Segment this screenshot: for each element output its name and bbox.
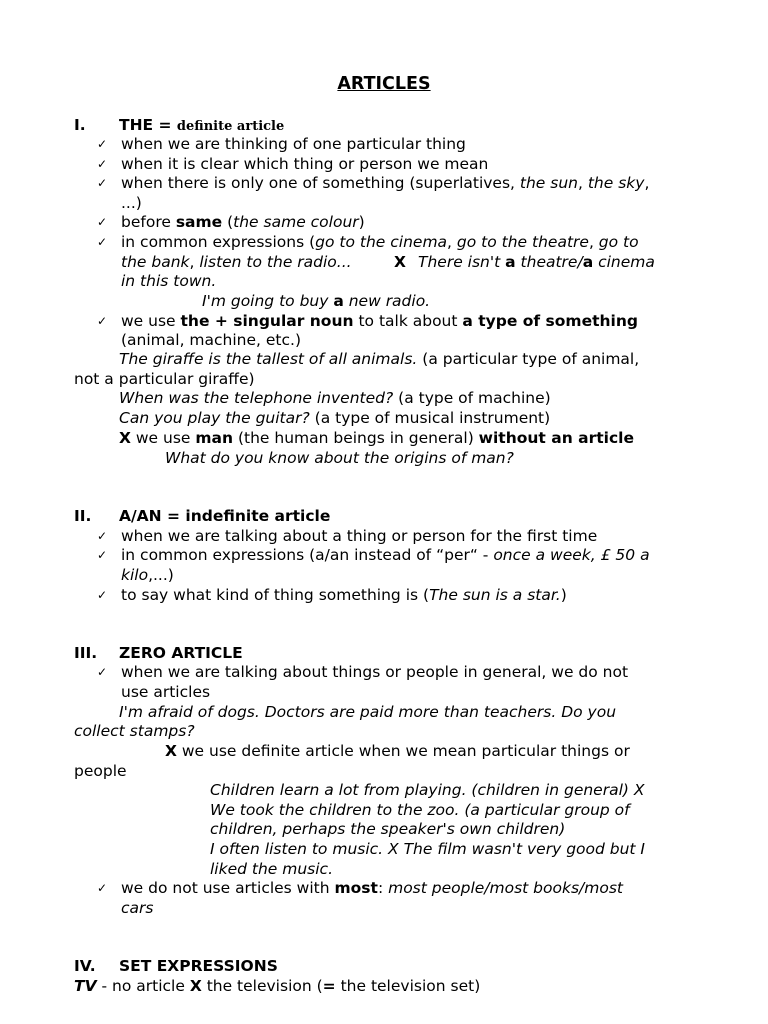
- particular-things-rule-cont: people: [74, 762, 127, 780]
- check-icon: ✓: [97, 235, 108, 249]
- example-dogs-cont: collect stamps?: [74, 722, 195, 740]
- section-2-bullet-2: in common expressions (a/an instead of “per“ - once a week, £ 50 a: [121, 546, 650, 564]
- check-icon: ✓: [97, 881, 108, 895]
- section-4-line-1: TV - no article X the television (= the television set): [74, 977, 481, 995]
- example-man: What do you know about the origins of man?: [165, 449, 514, 467]
- section-1-number: I.: [74, 116, 86, 134]
- section-3-heading: ZERO ARTICLE: [119, 644, 243, 662]
- example-music-cont: liked the music.: [210, 860, 334, 878]
- check-icon: ✓: [97, 157, 108, 171]
- particular-things-rule: X we use definite article when we mean particular things or: [165, 742, 630, 760]
- example-dogs: I'm afraid of dogs. Doctors are paid more than teachers. Do you: [119, 703, 617, 721]
- section-1-bullet-3-cont: ...): [121, 194, 142, 212]
- section-1-heading: THE = definite article: [119, 116, 285, 134]
- check-icon: ✓: [97, 176, 108, 190]
- section-2-number: II.: [74, 507, 92, 525]
- check-icon: ✓: [97, 314, 108, 328]
- section-1-bullet-2: when it is clear which thing or person we mean: [121, 155, 489, 173]
- section-4-number: IV.: [74, 957, 96, 975]
- example-giraffe: The giraffe is the tallest of all animals. (a particular type of animal,: [119, 350, 640, 368]
- section-3-bullet-1-cont: use articles: [121, 683, 211, 701]
- section-1-bullet-5-example: I'm going to buy a new radio.: [202, 292, 431, 310]
- check-icon: ✓: [97, 137, 108, 151]
- section-3-number: III.: [74, 644, 98, 662]
- example-zoo-cont: children, perhaps the speaker's own children): [210, 820, 566, 838]
- example-telephone: When was the telephone invented? (a type of machine): [119, 389, 551, 407]
- example-guitar: Can you play the guitar? (a type of musical instrument): [119, 409, 551, 427]
- section-3-bullet-1: when we are talking about things or people in general, we do not: [121, 663, 629, 681]
- example-children-general: Children learn a lot from playing. (children in general) X: [210, 781, 645, 799]
- section-1-bullet-6-cont: (animal, machine, etc.): [121, 331, 302, 349]
- section-1-bullet-4: before same (the same colour): [121, 213, 365, 231]
- document-title: ARTICLES: [337, 74, 431, 94]
- section-2-bullet-3: to say what kind of thing something is (The sun is a star.): [121, 586, 567, 604]
- section-1-bullet-5: in common expressions (go to the cinema, go to the theatre, go to: [121, 233, 639, 251]
- section-1-bullet-3: when there is only one of something (superlatives, the sun, the sky,: [121, 174, 650, 192]
- check-icon: ✓: [97, 665, 108, 679]
- section-2-bullet-2-cont: kilo,...): [121, 566, 174, 584]
- example-music: I often listen to music. X The film wasn't very good but I: [210, 840, 645, 858]
- section-1-bullet-5-cont-2: in this town.: [121, 272, 217, 290]
- example-zoo: We took the children to the zoo. (a particular group of: [210, 801, 630, 819]
- section-1-bullet-5-cont: the bank, listen to the radio...: [121, 253, 352, 271]
- check-icon: ✓: [97, 215, 108, 229]
- check-icon: ✓: [97, 548, 108, 562]
- contrast-x-mark: X: [394, 253, 406, 271]
- check-icon: ✓: [97, 588, 108, 602]
- example-man-rule: X we use man (the human beings in general) without an article: [119, 429, 634, 447]
- check-icon: ✓: [97, 529, 108, 543]
- section-4-heading: SET EXPRESSIONS: [119, 957, 278, 975]
- section-1-bullet-6: we use the + singular noun to talk about a type of something: [121, 312, 638, 330]
- section-1-bullet-1: when we are thinking of one particular thing: [121, 135, 466, 153]
- section-2-heading: A/AN = indefinite article: [119, 507, 331, 525]
- section-3-bullet-2: we do not use articles with most: most people/most books/most: [121, 879, 623, 897]
- section-2-bullet-1: when we are talking about a thing or person for the first time: [121, 527, 598, 545]
- section-1-bullet-5-counterexample: There isn't a theatre/a cinema: [418, 253, 655, 271]
- section-3-bullet-2-cont: cars: [121, 899, 154, 917]
- example-giraffe-cont: not a particular giraffe): [74, 370, 255, 388]
